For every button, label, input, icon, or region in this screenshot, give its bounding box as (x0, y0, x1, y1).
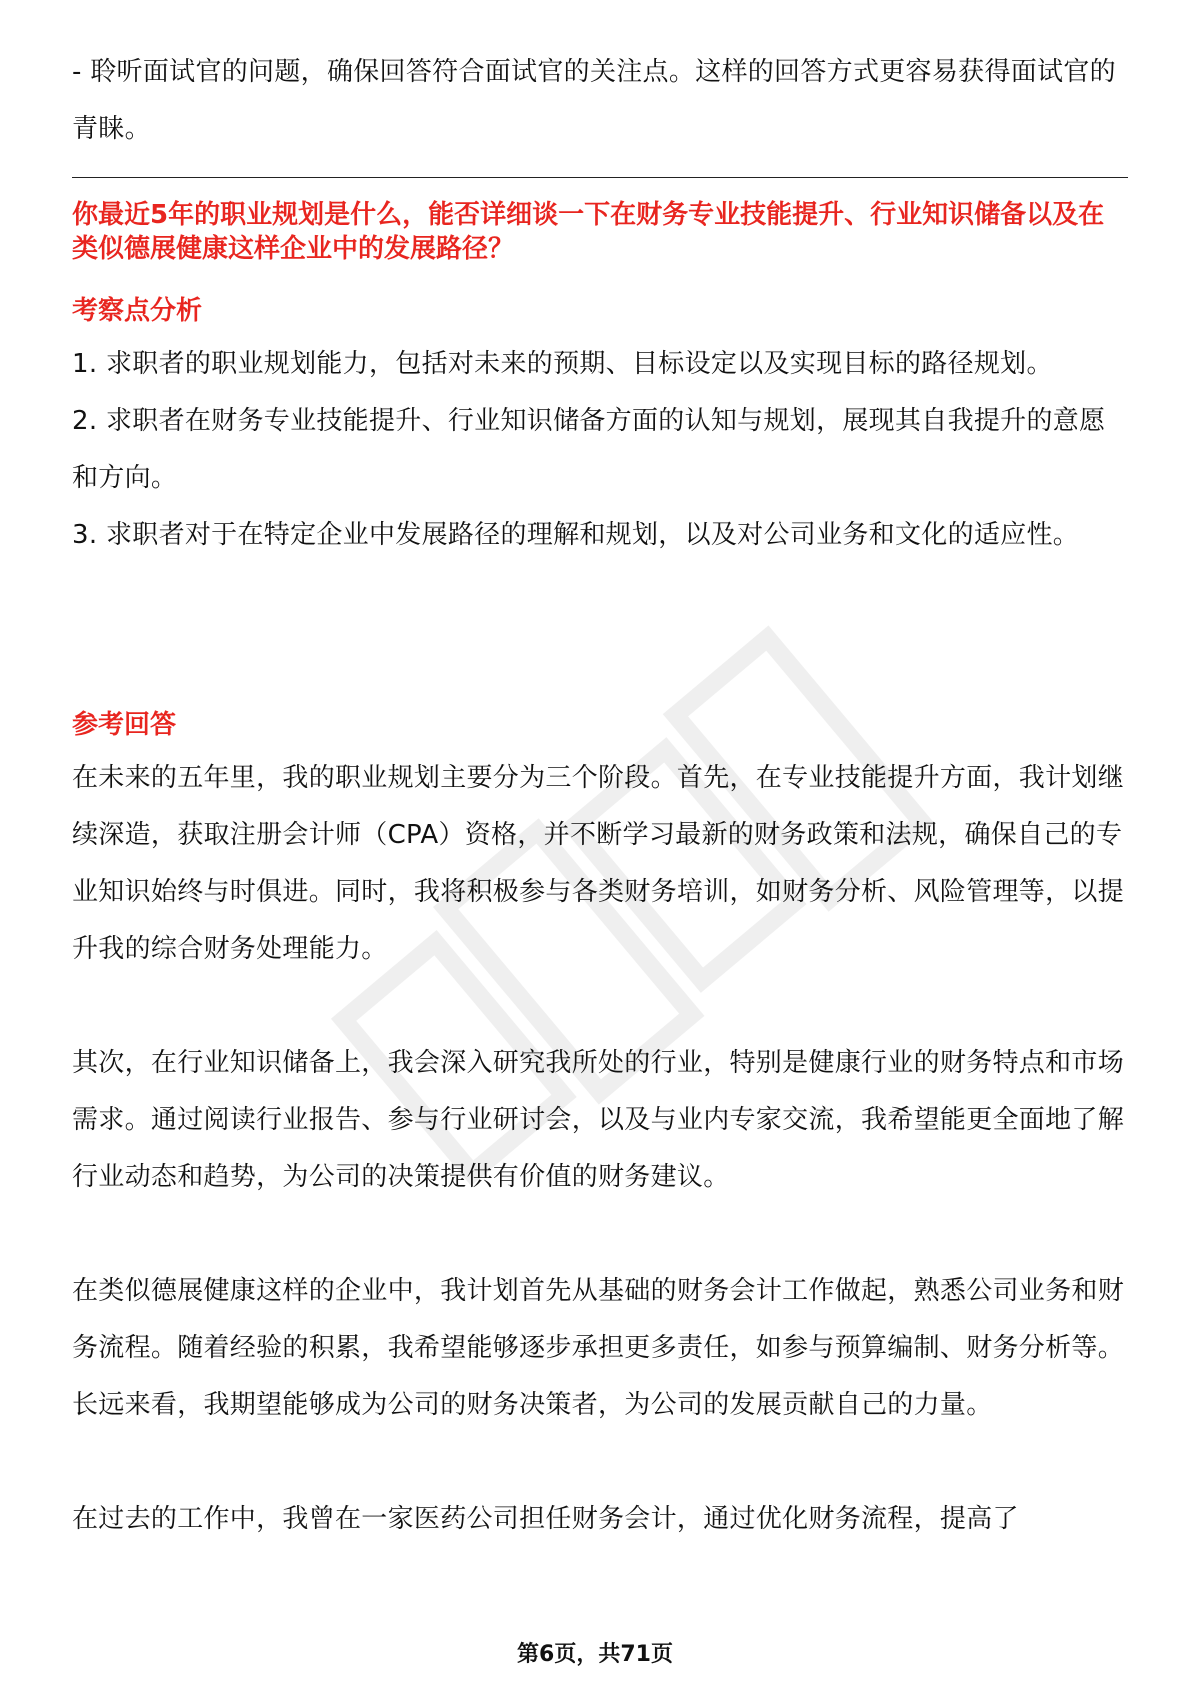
answer-paragraph: 在类似德展健康这样的企业中，我计划首先从基础的财务会计工作做起，熟悉公司业务和财务流程。随着经验的积累，我希望能够逐步承担更多责任，如参与预算编制、财务分析等。长远来看，我期望能够成为公司的财务决策者，为公司的发展贡献自己的力量。 (72, 1276, 1125, 1420)
analysis-title: 考察点分析 (72, 296, 203, 326)
analysis-item: 2. 求职者在财务专业技能提升、行业知识储备方面的认知与规划，展现其自我提升的意愿和方向。 (72, 406, 1106, 493)
answer-title: 参考回答 (72, 710, 177, 740)
answer-body (72, 750, 1128, 1605)
page-footer: 第6页，共71页 (517, 1642, 673, 1667)
analysis-item: 1. 求职者的职业规划能力，包括对未来的预期、目标设定以及实现目标的路径规划。 (72, 349, 1053, 379)
top-paragraph: - 聆听面试官的问题，确保回答符合面试官的关注点。这样的回答方式更容易获得面试官的青睐。 (72, 57, 1116, 144)
question-heading: 你最近5年的职业规划是什么，能否详细谈一下在财务专业技能提升、行业知识储备以及在类似德展健康这样企业中的发展路径？ (72, 200, 1105, 264)
answer-paragraph: 在过去的工作中，我曾在一家医药公司担任财务会计，通过优化财务流程，提高了 (72, 1504, 1019, 1534)
analysis-item: 3. 求职者对于在特定企业中发展路径的理解和规划，以及对公司业务和文化的适应性。 (72, 520, 1080, 550)
answer-paragraph: 其次，在行业知识储备上，我会深入研究我所处的行业，特别是健康行业的财务特点和市场需求。通过阅读行业报告、参与行业研讨会，以及与业内专家交流，我希望能更全面地了解行业动态和趋势，为公司的决策提供有价值的财务建议。 (72, 1048, 1125, 1192)
section-divider (72, 177, 1128, 178)
analysis-list (72, 336, 1128, 564)
answer-paragraph: 在未来的五年里，我的职业规划主要分为三个阶段。首先，在专业技能提升方面，我计划继续深造，获取注册会计师（CPA）资格，并不断学习最新的财务政策和法规，确保自己的专业知识始终与时俱进。同时，我将积极参与各类财务培训，如财务分析、风险管理等，以提升我的综合财务处理能力。 (72, 763, 1125, 964)
